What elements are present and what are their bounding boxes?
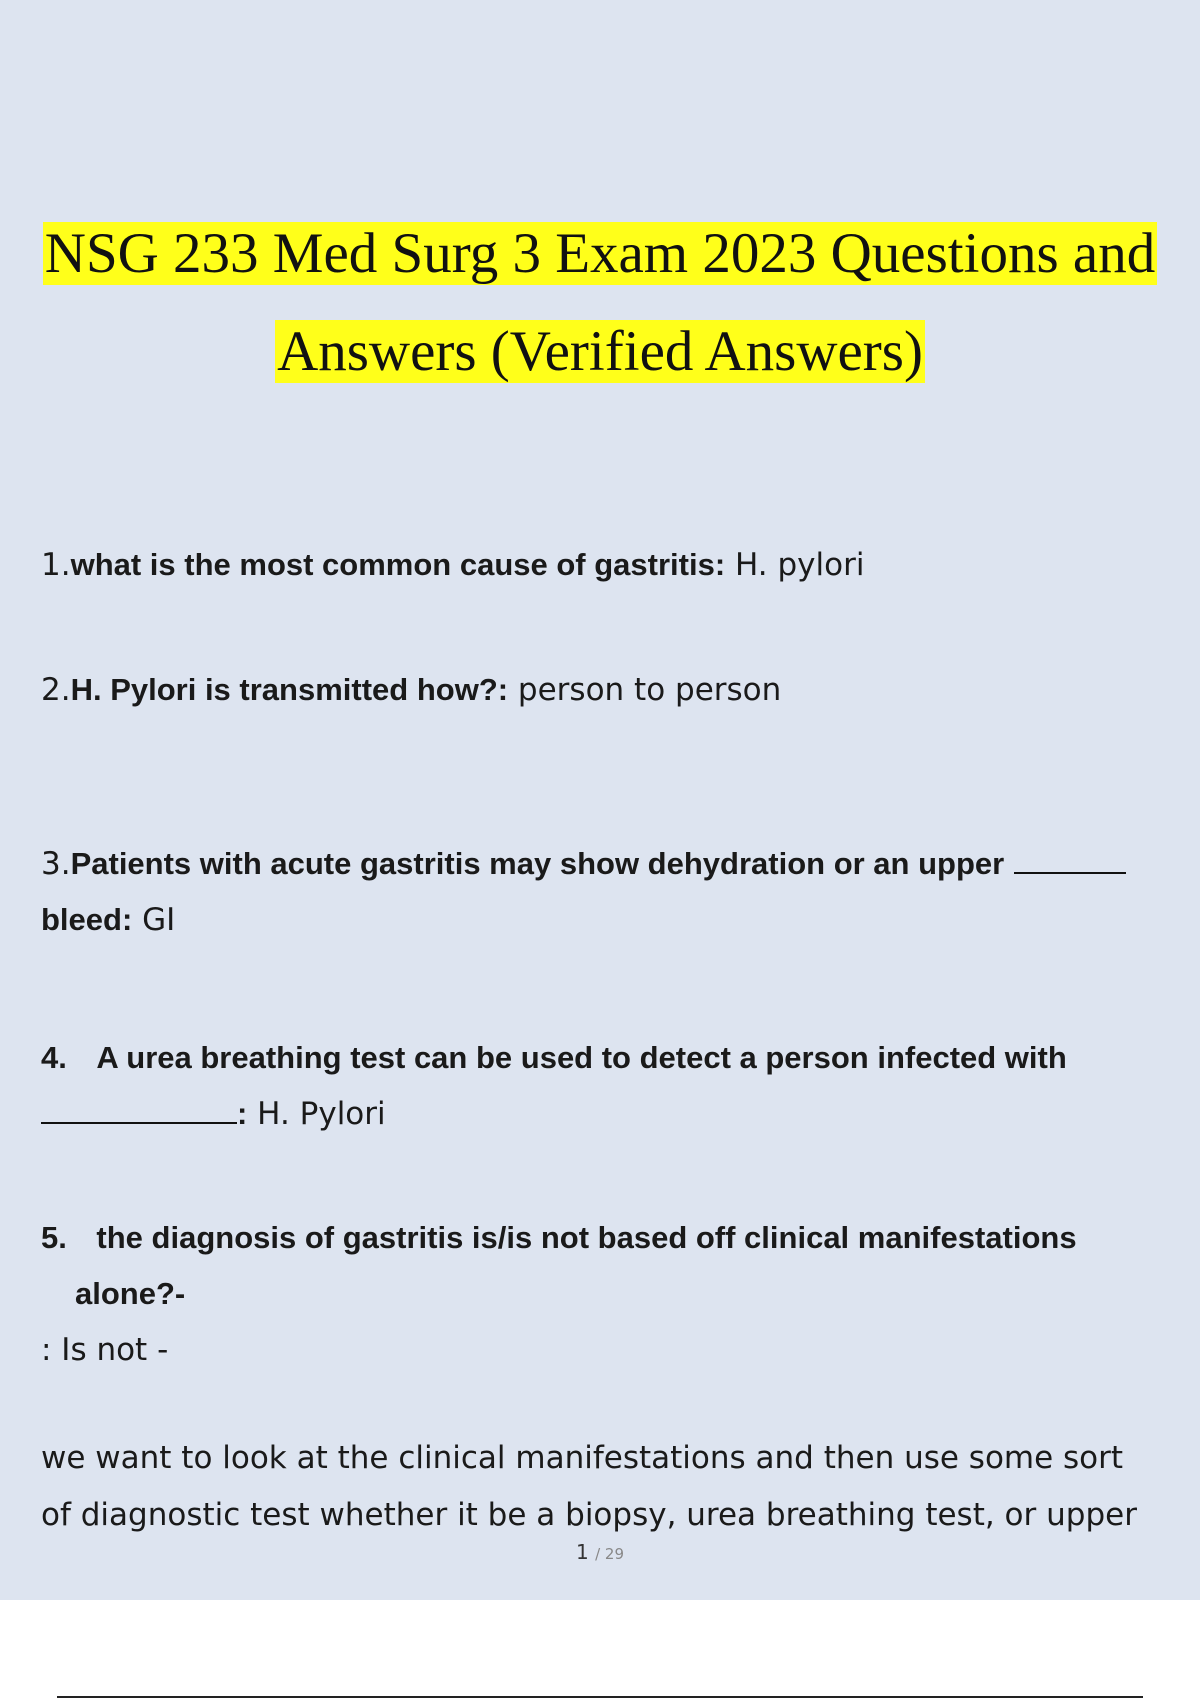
question-3: [41, 836, 1181, 948]
question-number: 5.: [41, 1220, 67, 1255]
question-text: Patients with acute gastritis may show dehydration or an upper: [70, 846, 1005, 881]
question-2: [41, 662, 1181, 718]
page-current: 1: [575, 1540, 589, 1564]
document-title: [0, 205, 1200, 401]
question-4: [41, 1030, 1181, 1142]
footer-divider: [57, 1696, 1143, 1698]
question-number: 4.: [41, 1040, 67, 1075]
question-text: the diagnosis of gastritis is/is not based off clinical manifestations: [96, 1220, 1077, 1255]
question-colon: :: [237, 1096, 248, 1131]
answer-text: person to person: [508, 672, 782, 708]
page-indicator: [0, 1540, 1200, 1564]
question-text: H. Pylori is transmitted how?:: [70, 672, 509, 707]
question-number: 3.: [41, 846, 71, 882]
question-5: [41, 1210, 1181, 1378]
question-number: 2.: [41, 672, 71, 708]
question-text: what is the most common cause of gastritis:: [70, 547, 726, 582]
explanation-line-2: of diagnostic test whether it be a biopsy, urea breathing test, or upper: [41, 1497, 1137, 1533]
answer-explanation: [41, 1430, 1186, 1544]
question-text-continued: bleed:: [41, 902, 133, 937]
answer-text: GI: [132, 902, 176, 938]
answer-text: H. pylori: [725, 547, 865, 583]
question-1: [41, 537, 1181, 593]
title-line-2: Answers (Verified Answers): [277, 320, 923, 383]
fill-in-blank: [1014, 842, 1126, 874]
page-total: / 29: [595, 1545, 624, 1563]
answer-text: H. Pylori: [247, 1096, 386, 1132]
explanation-line-1: we want to look at the clinical manifestations and then use some sort: [41, 1440, 1124, 1476]
question-text: A urea breathing test can be used to detect a person infected with: [96, 1040, 1067, 1075]
question-text-continued: alone?-: [75, 1276, 186, 1311]
fill-in-blank: [41, 1092, 237, 1124]
title-line-1: NSG 233 Med Surg 3 Exam 2023 Questions and: [44, 222, 1156, 285]
answer-text: : Is not -: [41, 1332, 169, 1368]
question-number: 1.: [41, 547, 71, 583]
